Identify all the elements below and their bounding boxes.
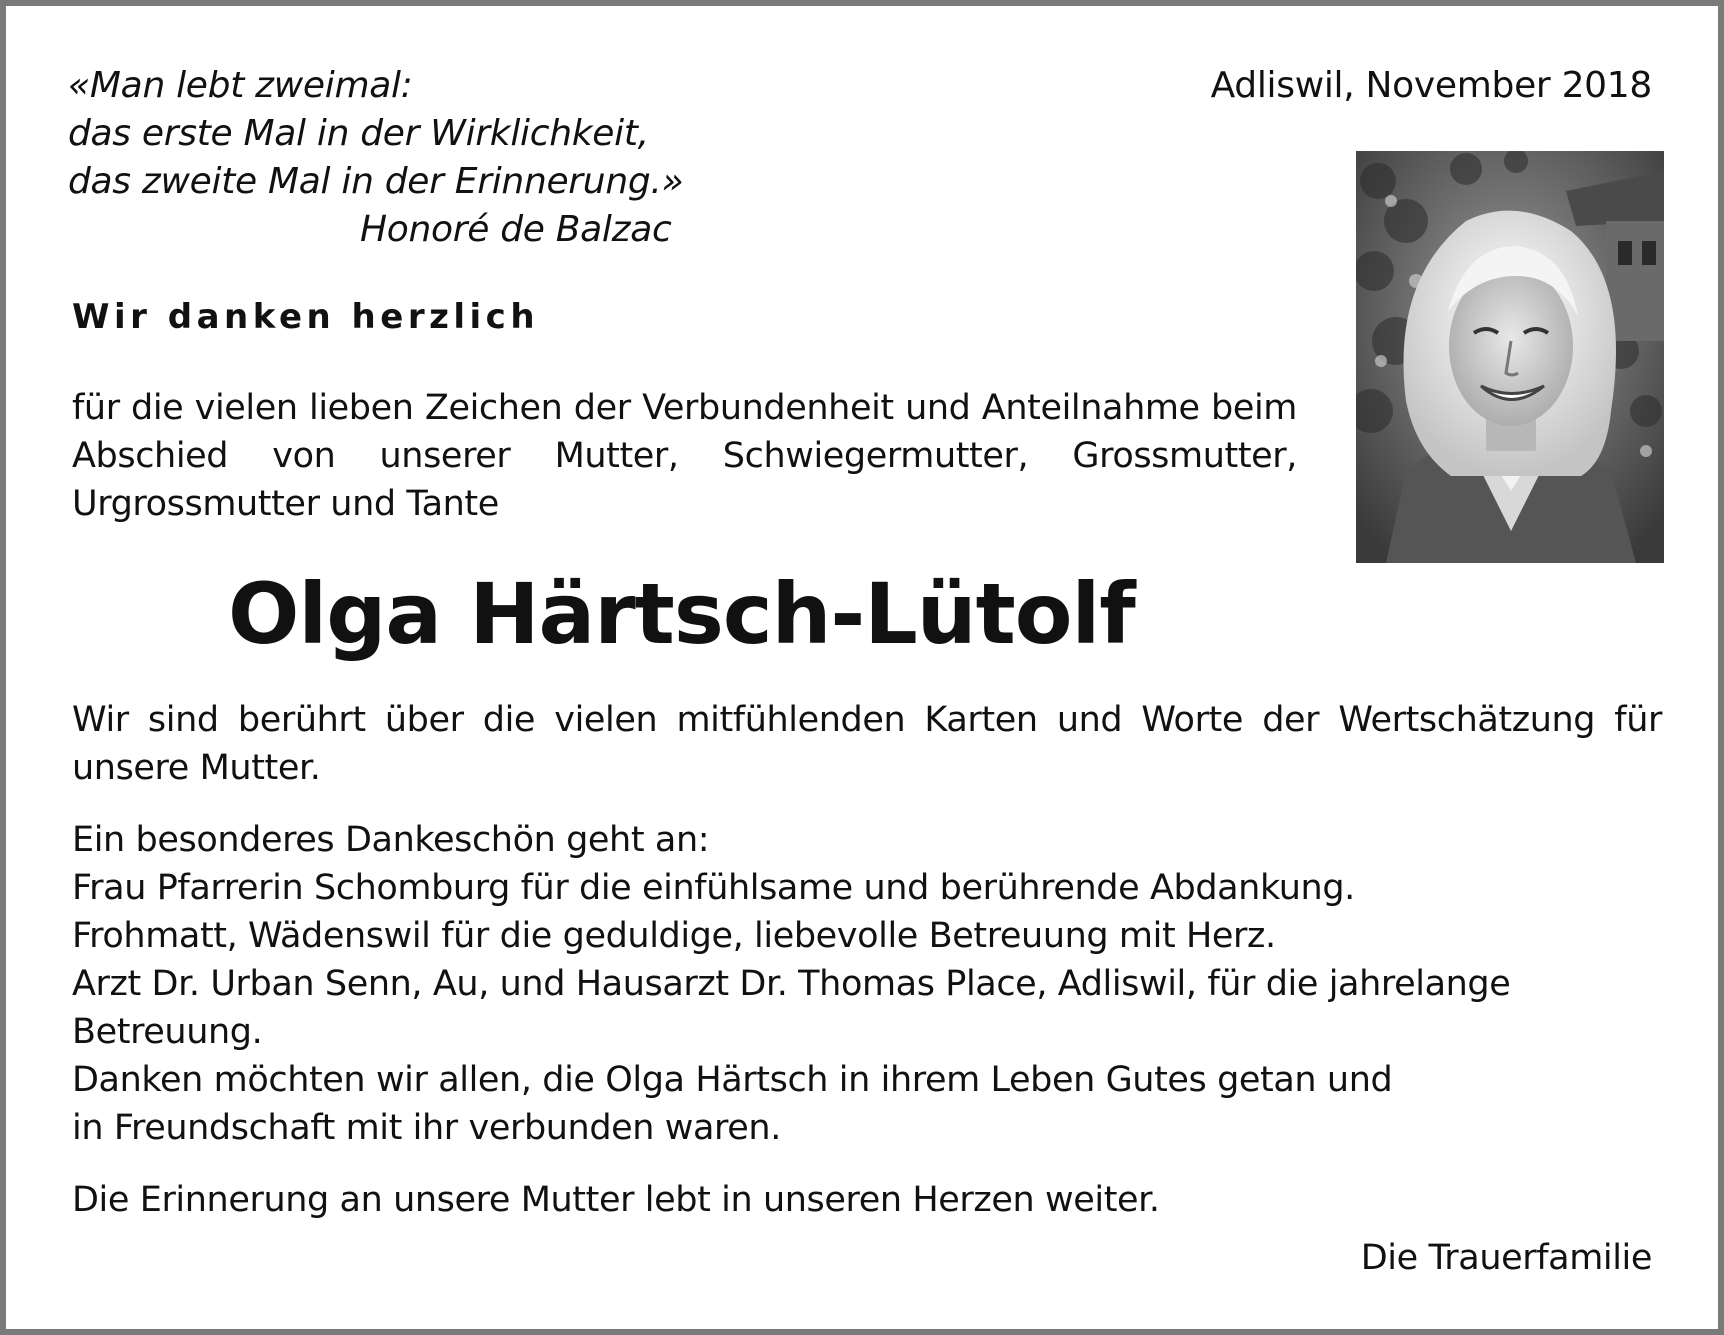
quote-author: Honoré de Balzac bbox=[360, 209, 672, 250]
deceased-name: Olga Härtsch-Lütolf bbox=[228, 565, 1135, 663]
portrait-photo-icon bbox=[1356, 151, 1664, 563]
heading-thanks: Wir danken herzlich bbox=[72, 297, 540, 337]
place-date: Adliswil, November 2018 bbox=[1210, 65, 1652, 106]
thanks-line: Ein besonderes Dankeschön geht an: bbox=[72, 820, 710, 860]
thanks-line: in Freundschaft mit ihr verbunden waren. bbox=[72, 1108, 781, 1148]
closing-text: Die Erinnerung an unsere Mutter lebt in unseren Herzen weiter. bbox=[72, 1180, 1160, 1220]
thanks-line: Frau Pfarrerin Schomburg für die einfühlsame und berührende Abdankung. bbox=[72, 868, 1355, 908]
thanks-line: Frohmatt, Wädenswil für die geduldige, liebevolle Betreuung mit Herz. bbox=[72, 916, 1276, 956]
quote-line-1: «Man lebt zweimal: bbox=[68, 65, 413, 106]
thanks-line: Danken möchten wir allen, die Olga Härtsch in ihrem Leben Gutes getan und bbox=[72, 1060, 1393, 1100]
balzac-quote bbox=[68, 62, 708, 254]
quote-line-3: das zweite Mal in der Erinnerung.» bbox=[68, 161, 684, 202]
quote-line-2: das erste Mal in der Wirklichkeit, bbox=[68, 113, 649, 154]
signature: Die Trauerfamilie bbox=[1360, 1238, 1652, 1278]
paragraph-cards: Wir sind berührt über die vielen mitfühlenden Karten und Worte der Wertschätzung für unsere Mutter. bbox=[72, 700, 1662, 788]
thanks-list bbox=[72, 816, 1662, 1152]
thanks-line: Arzt Dr. Urban Senn, Au, und Hausarzt Dr. Thomas Place, Adliswil, für die jahrelange bbox=[72, 964, 1511, 1004]
thanks-line: Betreuung. bbox=[72, 1012, 263, 1052]
intro-text: für die vielen lieben Zeichen der Verbundenheit und Anteilnahme beim Abschied von unserer Mutter, Schwiegermutter, Grossmutter, Urgrossmutter und Tante bbox=[72, 388, 1297, 524]
